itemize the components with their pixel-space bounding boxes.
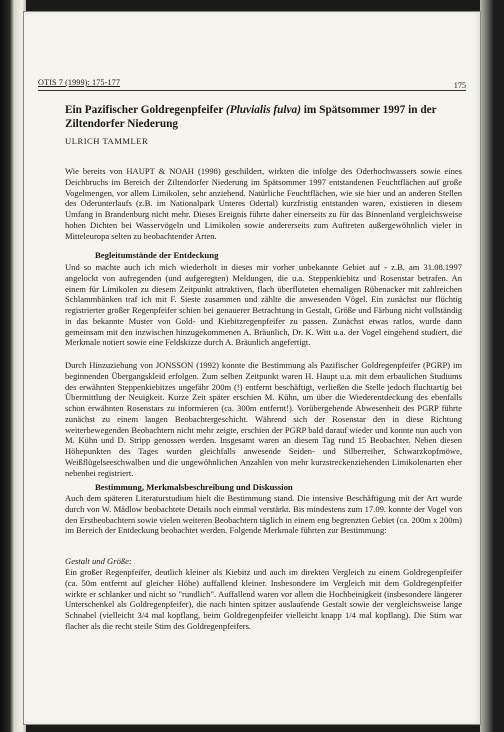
article-title: [65, 104, 461, 131]
intro-paragraph: Wie bereits von HAUPT & NOAH (1998) geschildert, wirkten die infolge des Oderhochwassers sowie eines Deichbruchs im Bereich der Ziltendorfer Niederung im Spätsommer 1997 entstandenen Feuchtflächen auf große Vogelmengen, vor allem Limikolen, sehr anziehend. Natürliche Feuchtflächen, wie sie hier und an anderen Stellen des Oderunterlaufs (z.B. im Nationalpark Unteres Odertal) kurzfristig entstanden waren, existieren in diesem Umfang in Brandenburg nicht mehr. Dieses Ereignis führte daher einerseits zu für das Binnenland vergleichsweise hohen Dichten bei Wasservögeln und Limikolen sowie andererseits zum Auftreten außergewöhnlich vieler in Mitteleuropa selten zu beobachtender Arten.: [65, 166, 462, 241]
header-rule: [38, 90, 466, 91]
scan-right-border: [480, 0, 504, 732]
page-number: 175: [453, 81, 466, 90]
section-heading-identification: Bestimmung, Merkmalsbeschreibung und Diskussion: [95, 482, 293, 492]
title-part-2: im Spätsommer 1997 in der Ziltendorfer Niederung: [65, 104, 437, 130]
discovery-paragraph-1: Und so machte auch ich mich wiederholt in dieses mir vorher unbekannte Gebiet auf - z.B. am 31.08.1997 angelockt von aufregenden (und aufgeregten) Meldungen, die u.a. Steppenkiebitz und Rosenstar betrafen. An einem für Limikolen zu diesem Zeitpunkt attraktiven, flach überfluteten ehemaligen Rübenacker mit zahlreichen Schlammbänken traf ich mit F. Sieste zusammen und zählte die anwesenden Vögel. Ein zunächst nur flüchtig registrierter großer Regenpfeifer schien bei genauerer Betrachtung in Gestalt, Größe und Färbung nicht vollständig in das bekannte Muster von Gold- und Kiebitzregenpfeifer zu passen. Zunächst etwas ratlos, wurde dann gemeinsam mit den inzwischen hinzugekommenen A. Bräunlich, Dr. K. Witt u.a. der Vogel eingehend studiert, die Merkmale notiert sowie eine Feldskizze durch A. Bräunlich angefertigt.: [65, 262, 462, 348]
section-heading-discovery: Begleitumstände der Entdeckung: [95, 250, 219, 260]
journal-reference: OTIS 7 (1999): 175-177: [38, 78, 121, 87]
shape-size-paragraph: Ein großer Regenpfeifer, deutlich kleiner als Kiebitz und auch im direkten Vergleich zu einem Goldregenpfeifer (ca. 50m entfernt auf gleicher Höhe) auffallend kleiner. Insbesondere im Vergleich mit dem Goldregenpfeifer wirkte er schlanker und nicht so "rundlich". Auffallend waren vor allem die Hochbeinigkeit (insbesondere längerer Unterschenkel als Goldregenpfeifer), die nach hinten spitzer auslaufende Gestalt sowie der vergleichsweise lange Schnabel (vielleicht 3/4 mal kopflang, beim Goldregenpfeifer vielleicht knapp 1/4 mal kopflang). Die Stirn war flacher als die recht steile Stirn des Goldregenpfeifers.: [65, 567, 462, 631]
identification-paragraph: Auch dem späteren Literaturstudium hielt die Bestimmung stand. Die intensive Beschäftigung mit der Art wurde durch von W. Mädlow beobachtete Details noch einmal verstärkt. Bis mindestens zum 17.09. konnte der Vogel von den Erstbeobachtern sowie vielen weiteren Beobachtern täglich in einem eng begrenzten Gebiet (ca. 200m x 200m) im Bereich der Entdeckung beobachtet werden. Folgende Merkmale führten zur Bestimmung:: [65, 493, 462, 536]
title-part-1: Ein Pazifischer Goldregenpfeifer: [65, 104, 226, 116]
journal-page: [24, 12, 480, 724]
title-species-name: (Pluvialis fulva): [225, 104, 301, 116]
book-spine-shadow: [0, 0, 26, 732]
discovery-paragraph-2: Durch Hinzuziehung von JONSSON (1992) konnte die Bestimmung als Pazifischer Goldregenpfeifer (PGRP) im beginnenden Übergangskleid erfolgen. Zum selben Zeitpunkt waren H. Haupt u.a. mit dem erbaulichen Studiums des erwähnten Steppenkiebitzes ungefähr 200m (!) entfernt beschäftigt, verließen die Stelle jedoch fluchtartig bei Übermittlung der Neuigkeit. Kurze Zeit später erschien M. Kühn, um über die Wiederentdeckung des ebenfalls schon erwähnten Rosenstars zu informieren (ca. 300m entfernt!). Vorübergehende Abwesenheit des PGRP führte zunächst zu einem langen Beobachtergeschicht. Während sich der Rosenstar den in diese Richtung weiterbewegenden Beobachtern nicht mehr zeigte, erschien der PGRP bald darauf wieder und konnte nun auch von M. Kühn und D. Stripp genossen werden. Insgesamt waren an diesem Tag rund 15 Beobachter. Neben diesen Höhepunkten des Tages wurden gleichfalls anwesende Seiden- und Silberreiher, Schwarzkopfmöwe, Weißflügelseeschwalben und die ungewöhnlichen Anzahlen von mehr kurzstreckenziehenden Limikolenarten eher nebenbei registriert.: [65, 360, 462, 478]
article-author: ULRICH TAMMLER: [65, 136, 149, 146]
subheading-shape-size: Gestalt und Größe:: [65, 556, 132, 566]
